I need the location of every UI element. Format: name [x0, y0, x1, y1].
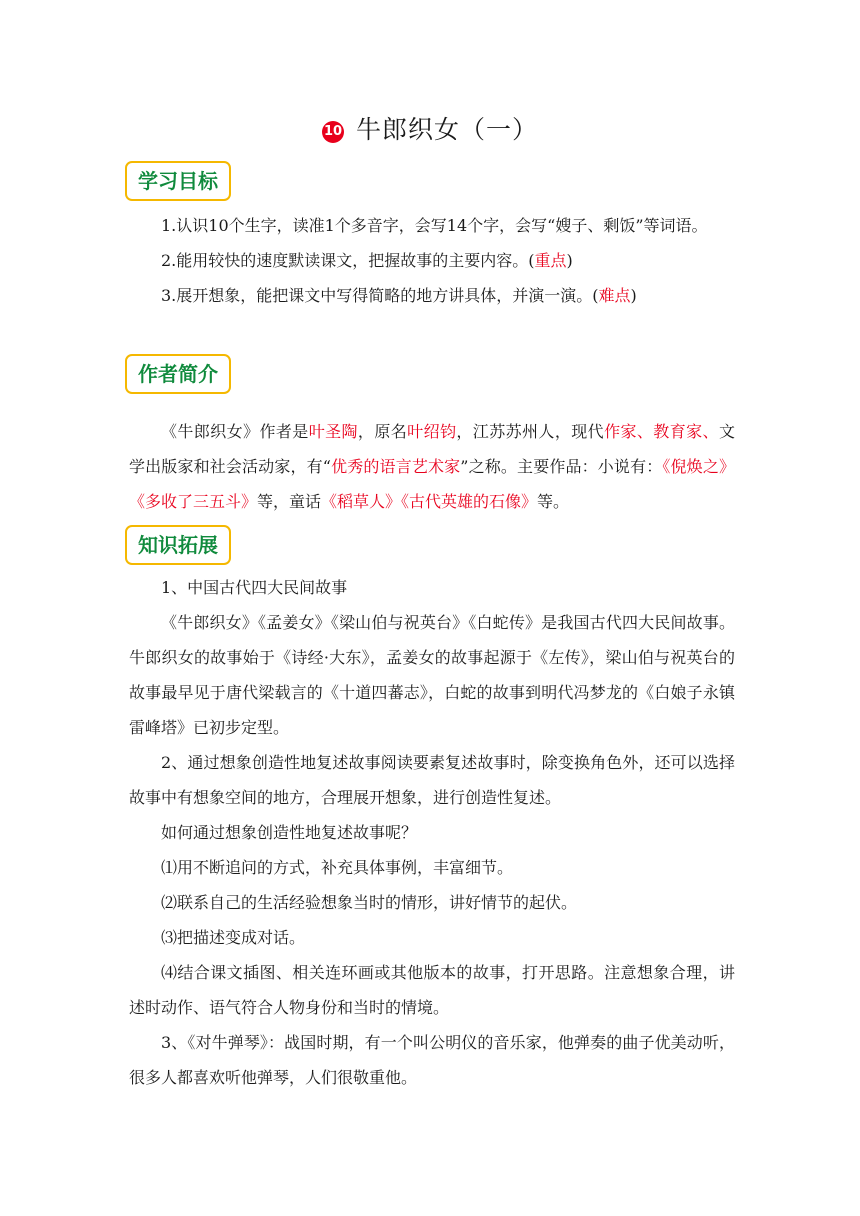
author-fairy-tales: 《稻草人》《古代英雄的石像》 [321, 492, 538, 511]
lesson-number-badge: 10 [322, 121, 344, 143]
lesson-title-text: 牛郎织女（一） [355, 115, 538, 144]
method-item-3: ⑶把描述变成对话。 [161, 928, 306, 947]
section-label-knowledge: 知识拓展 [125, 525, 231, 565]
lesson-title [0, 113, 860, 147]
knowledge-paragraph-1: 《牛郎织女》《孟姜女》《梁山伯与祝英台》《白蛇传》是我国古代四大民间故事。牛郎织女的故事始于《诗经·大东》，孟姜女的故事起源于《左传》，梁山伯与祝英台的故事最早见于唐代梁载言的《十道四蕃志》，白蛇的故事到明代冯梦龙的《白娘子永镇雷峰塔》已初步定型。 [129, 613, 735, 737]
goal-item-1: 1.认识10个生字，读准1个多音字，会写14个字，会写“嫂子、剩饭”等词语。 [161, 216, 708, 235]
knowledge-heading-1: 1、中国古代四大民间故事 [161, 578, 348, 597]
knowledge-paragraph-2: 2、通过想象创造性地复述故事阅读要素复述故事时，除变换角色外，还可以选择故事中有想象空间的地方，合理展开想象，进行创造性复述。 [129, 753, 735, 807]
author-honor-title: 优秀的语言艺术家 [330, 457, 461, 476]
goals-list [129, 208, 735, 313]
goal-item-2: 2.能用较快的速度默读课文，把握故事的主要内容。(重点) [161, 251, 573, 270]
knowledge-content [129, 570, 735, 1095]
key-point-tag: 重点 [534, 251, 567, 270]
method-item-4: ⑷结合课文插图、相关连环画或其他版本的故事，打开思路。注意想象合理，讲述时动作、语气符合人物身份和当时的情境。 [129, 963, 735, 1017]
author-novels: 《倪焕之》《多收了三五斗》 [129, 457, 735, 511]
knowledge-question: 如何通过想象创造性地复述故事呢？ [161, 823, 418, 842]
method-item-1: ⑴用不断追问的方式，补充具体事例，丰富细节。 [161, 858, 514, 877]
author-roles: 作家、教育家、 [604, 422, 719, 441]
difficult-point-tag: 难点 [598, 286, 631, 305]
author-paragraph: 《牛郎织女》作者是叶圣陶，原名叶绍钧，江苏苏州人，现代作家、教育家、文学出版家和社会活动家，有“优秀的语言艺术家”之称。主要作品：小说有：《倪焕之》《多收了三五斗》等，童话《稻草人》《古代英雄的石像》等。 [129, 422, 735, 511]
section-label-goals: 学习目标 [125, 161, 231, 201]
author-intro [129, 414, 735, 519]
goal-item-3: 3.展开想象，能把课文中写得简略的地方讲具体，并演一演。(难点) [161, 286, 637, 305]
author-original-name: 叶绍钧 [407, 422, 457, 441]
section-label-author: 作者简介 [125, 354, 231, 394]
author-name: 叶圣陶 [308, 422, 358, 441]
method-item-2: ⑵联系自己的生活经验想象当时的情形，讲好情节的起伏。 [161, 893, 578, 912]
knowledge-paragraph-3: 3、《对牛弹琴》：战国时期，有一个叫公明仪的音乐家，他弹奏的曲子优美动听，很多人都喜欢听他弹琴，人们很敬重他。 [129, 1033, 735, 1087]
